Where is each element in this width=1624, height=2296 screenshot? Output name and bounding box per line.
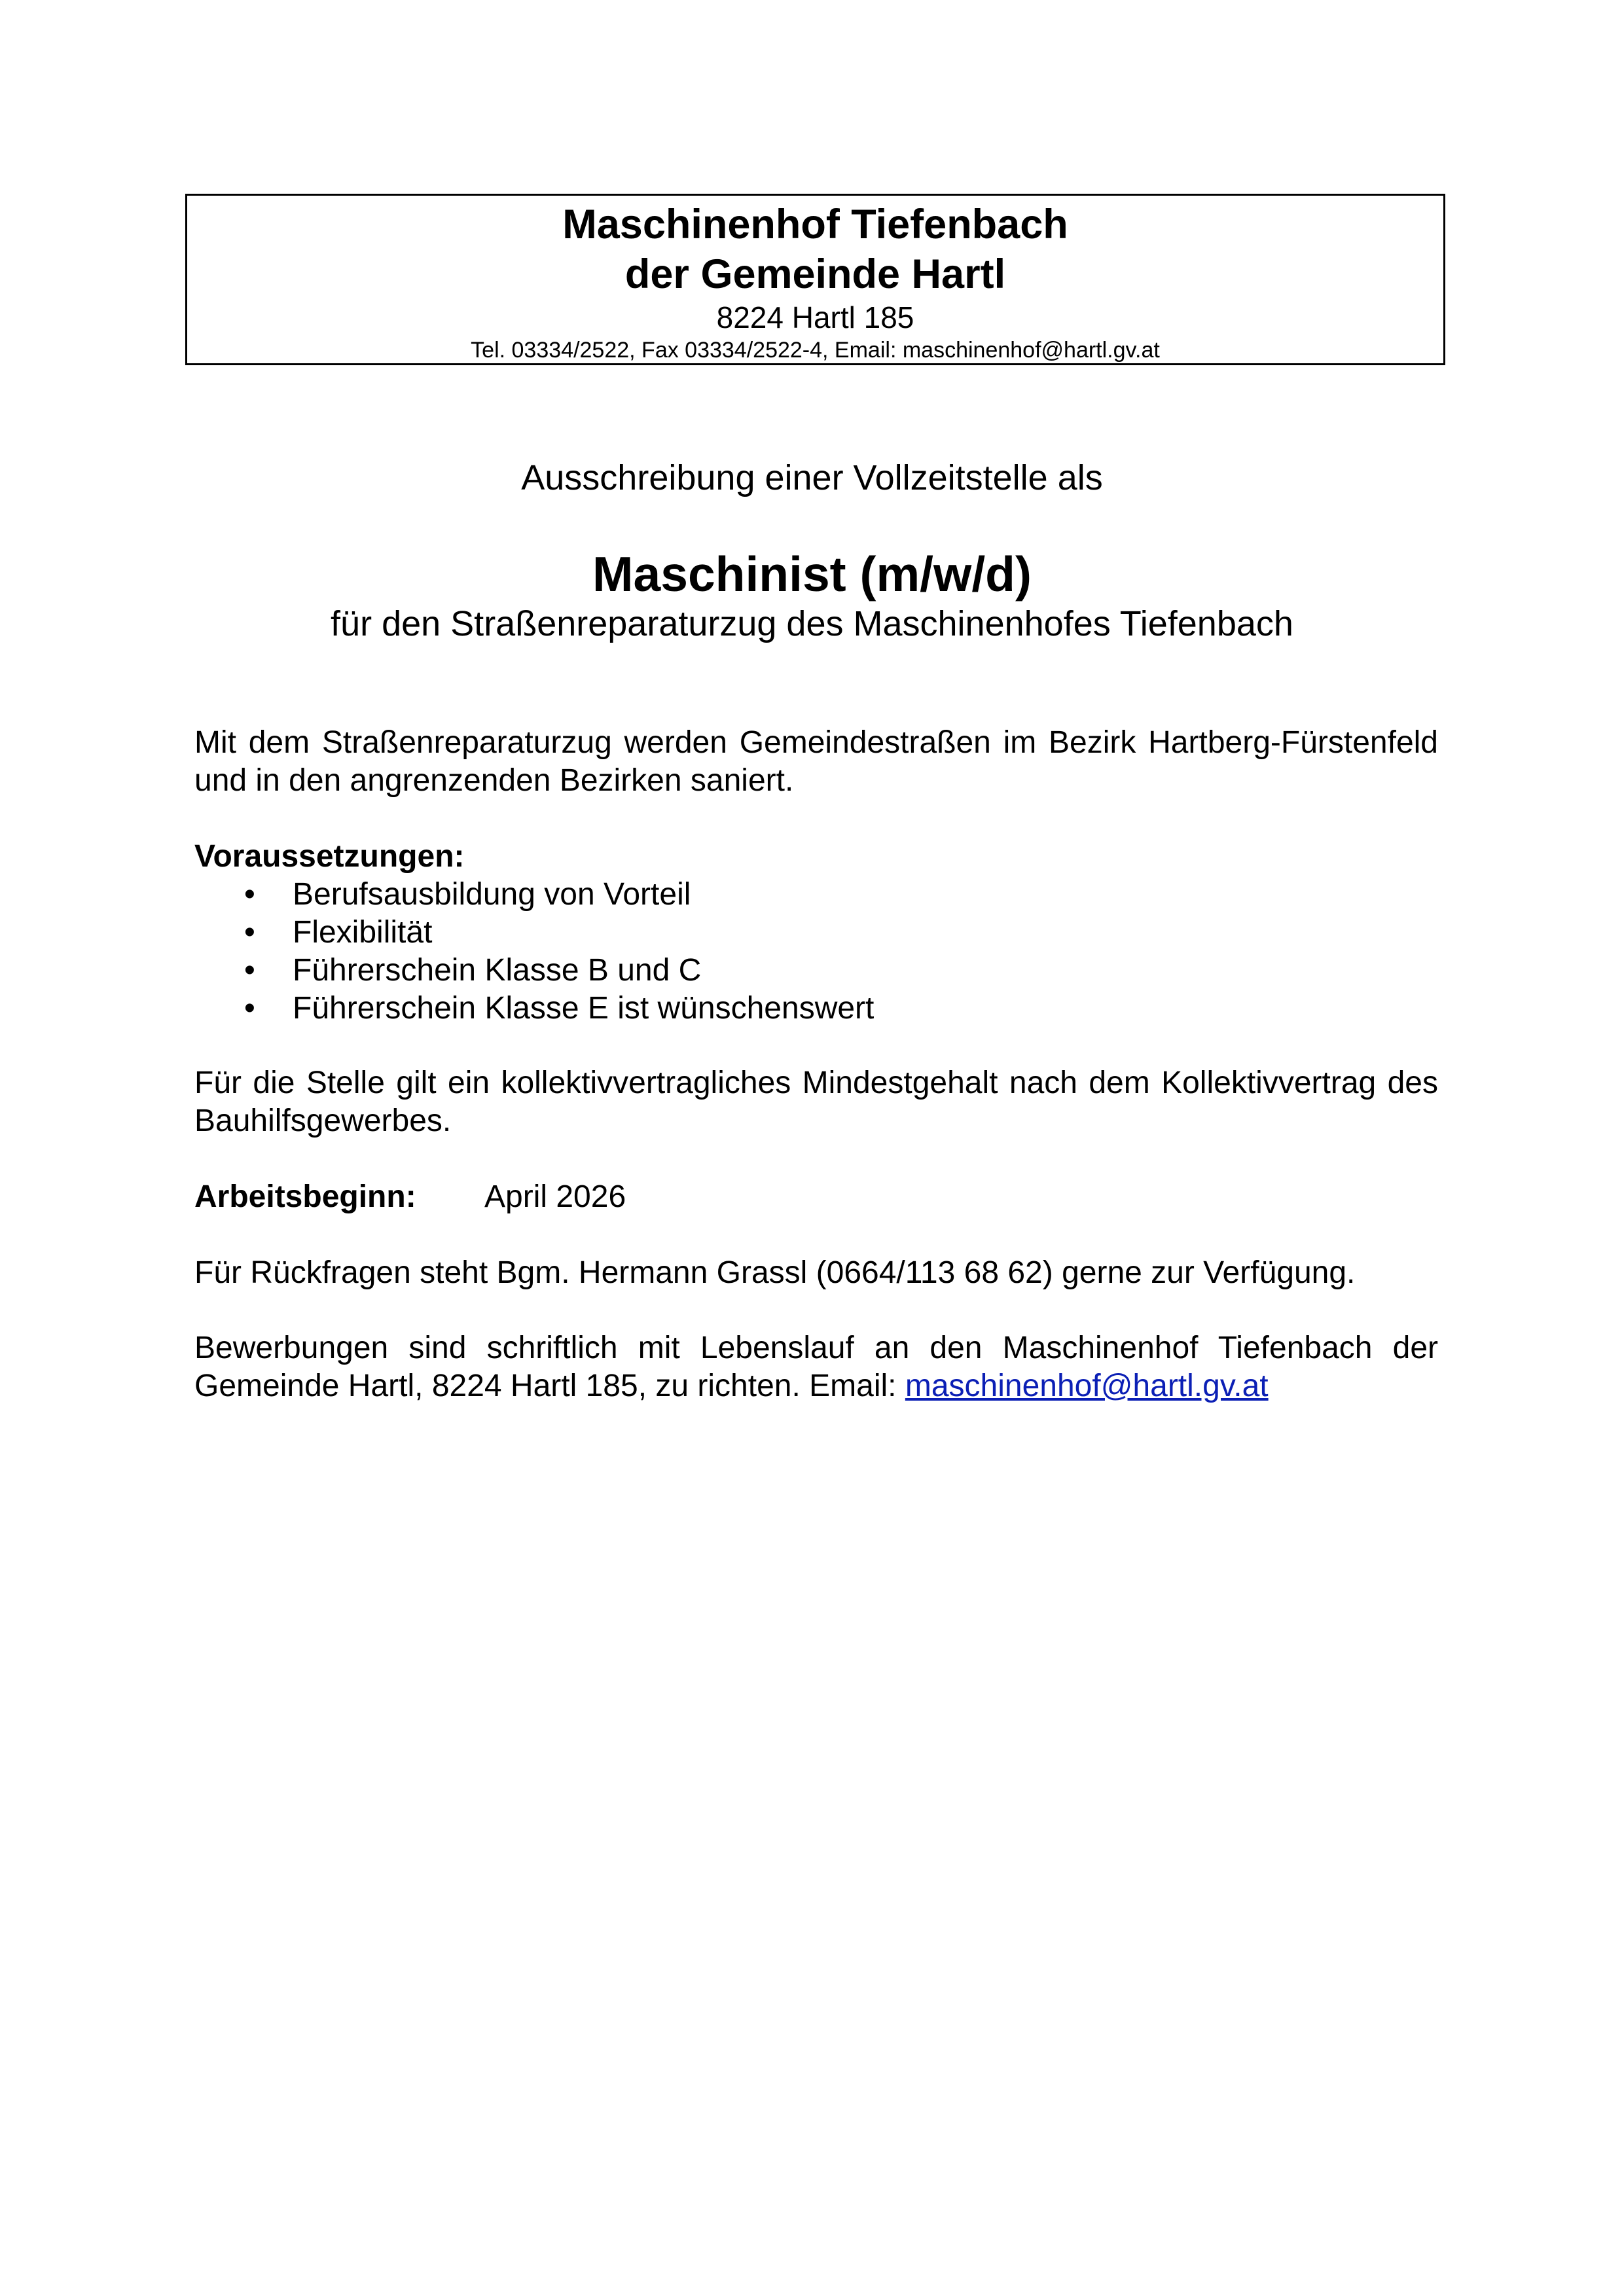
start-date-label: Arbeitsbeginn: (194, 1179, 416, 1214)
municipality-name: der Gemeinde Hartl (624, 251, 1006, 297)
bullet-icon: • (244, 953, 255, 988)
start-date-row (194, 1178, 1438, 1216)
org-contact: Tel. 03334/2522, Fax 03334/2522-4, Email: maschinenhof@hartl.gv.at (471, 338, 1160, 363)
requirements-title: Voraussetzungen: (194, 839, 465, 874)
start-date-value: April 2026 (484, 1179, 626, 1214)
email-link[interactable]: maschinenhof@hartl.gv.at (905, 1369, 1269, 1403)
bullet-icon: • (244, 915, 255, 950)
letterhead-box (185, 194, 1445, 365)
requirements-section (194, 838, 1438, 1028)
list-item: • Führerschein Klasse B und C (194, 952, 1438, 990)
org-name: Maschinenhof Tiefenbach (562, 202, 1068, 247)
list-item: • Flexibilität (194, 914, 1438, 952)
requirements-list (194, 876, 1438, 1028)
questions-paragraph: Für Rückfragen steht Bgm. Hermann Grassl (0664/113 68 62) gerne zur Verfügung. (194, 1255, 1356, 1290)
job-subtitle: für den Straßenreparaturzug des Maschinenhofes Tiefenbach (331, 604, 1293, 643)
list-item: • Berufsausbildung von Vorteil (194, 876, 1438, 914)
salary-paragraph: Für die Stelle gilt ein kollektivvertragliches Mindestgehalt nach dem Kollektivvertrag des Bauhilfsgewerbes. (194, 1066, 1438, 1138)
application-paragraph: Bewerbungen sind schriftlich mit Lebenslauf an den Maschinenhof Tiefenbach der Gemeinde Hartl, 8224 Hartl 185, zu richten. Email: maschinenhof@hartl.gv.at (194, 1331, 1438, 1403)
description-paragraph: Mit dem Straßenreparaturzug werden Gemeindestraßen im Bezirk Hartberg-Fürstenfeld und in den angrenzenden Bezirken saniert. (194, 725, 1438, 798)
list-item: • Führerschein Klasse E ist wünschenswert (194, 990, 1438, 1028)
job-title: Maschinist (m/w/d) (592, 547, 1032, 601)
intro-line: Ausschreibung einer Vollzeitstelle als (521, 458, 1103, 497)
bullet-icon: • (244, 877, 255, 912)
org-address: 8224 Hartl 185 (716, 300, 914, 334)
bullet-icon: • (244, 991, 255, 1026)
